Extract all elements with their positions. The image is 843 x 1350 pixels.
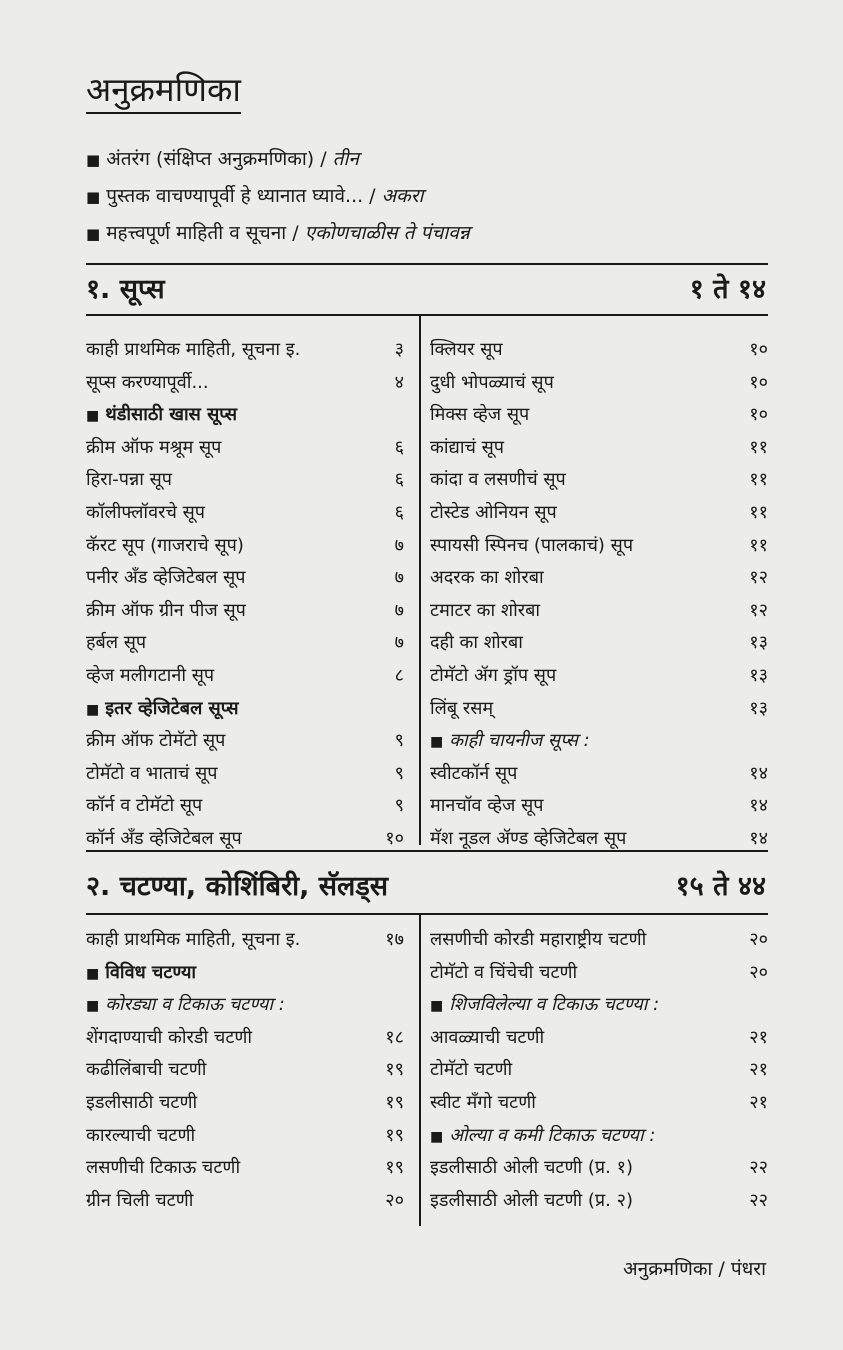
toc-entry — [86, 1187, 404, 1215]
toc-entry-page: १४ — [749, 795, 768, 817]
intro-page: तीन — [332, 148, 359, 170]
toc-entry — [430, 1024, 768, 1052]
toc-entry-title — [430, 926, 646, 954]
square-bullet-icon: ■ — [86, 965, 100, 982]
toc-entry-page: ११ — [749, 436, 768, 458]
toc-entry-title — [86, 434, 221, 462]
toc-entry-title — [86, 1154, 240, 1182]
section-1-right-column — [430, 336, 768, 849]
toc-entry-page: १९ — [385, 1092, 404, 1113]
intro-page: अकरा — [381, 185, 424, 207]
toc-entry-title — [86, 401, 237, 430]
toc-entry-title — [430, 434, 504, 462]
toc-entry-title — [430, 1154, 633, 1182]
toc-entry — [86, 1024, 404, 1052]
toc-entry-title — [86, 991, 285, 1020]
toc-entry-text: क्लियर सूप — [430, 339, 503, 360]
toc-entry-page: ११ — [749, 502, 768, 523]
toc-entry — [86, 1154, 404, 1182]
square-bullet-icon: ■ — [430, 734, 444, 751]
toc-entry-title — [86, 499, 205, 527]
toc-entry-text: स्वीट मँगो चटणी — [430, 1092, 536, 1113]
toc-entry-text: आवळ्याची चटणी — [430, 1026, 545, 1048]
toc-entry — [430, 1089, 768, 1117]
toc-entry-text: स्वीटकॉर्न सूप — [430, 762, 518, 784]
toc-entry-page: १० — [749, 371, 768, 393]
toc-entry-text: पनीर अँड व्हेजिटेबल सूप — [86, 567, 246, 589]
toc-entry-title — [430, 1024, 544, 1052]
toc-entry-title — [430, 792, 543, 820]
toc-entry — [430, 959, 768, 987]
toc-entry-text: टोमॅटो व भाताचं सूप — [86, 762, 218, 784]
toc-entry — [86, 825, 404, 853]
toc-entry — [86, 629, 404, 657]
toc-entry-title — [430, 1122, 655, 1151]
toc-entry-text: मानचॉव व्हेज सूप — [430, 795, 544, 817]
toc-entry-title — [86, 695, 239, 724]
toc-entry — [86, 662, 404, 690]
toc-entry — [86, 1089, 404, 1117]
toc-entry-page: ६ — [394, 436, 404, 458]
toc-entry-title — [86, 629, 146, 657]
toc-entry — [430, 499, 768, 527]
toc-entry-title — [86, 760, 217, 788]
toc-entry — [430, 597, 768, 625]
intro-label: महत्त्वपूर्ण माहिती व सूचना / — [106, 222, 299, 244]
toc-entry-page: ९ — [394, 730, 404, 752]
toc-entry — [430, 629, 768, 657]
toc-entry-page: १३ — [749, 697, 768, 719]
toc-entry-text: काही प्राथमिक माहिती, सूचना इ. — [86, 339, 301, 360]
toc-subheading — [86, 695, 404, 723]
toc-entry-title — [86, 564, 246, 592]
toc-entry-text: ओल्या व कमी टिकाऊ चटण्या : — [449, 1124, 656, 1146]
square-bullet-icon: ■ — [86, 701, 100, 718]
intro-line-2 — [86, 183, 766, 210]
toc-entry-title — [430, 662, 556, 690]
toc-entry — [86, 466, 404, 494]
toc-entry-title — [430, 401, 529, 429]
square-bullet-icon: ■ — [86, 225, 101, 243]
toc-entry-page: १९ — [385, 1124, 404, 1146]
section-title-2: २. चटण्या, कोशिंबिरी, सॅलड्स — [86, 871, 389, 902]
toc-entry-text: क्रीम ऑफ मश्रूम सूप — [86, 436, 222, 458]
toc-entry-title — [430, 1089, 536, 1117]
toc-entry — [430, 532, 768, 560]
toc-entry-text: मिक्स व्हेज सूप — [430, 404, 530, 426]
toc-entry-text: लिंबू रसम् — [430, 697, 494, 719]
toc-entry-text: लसणीची टिकाऊ चटणी — [86, 1157, 241, 1179]
toc-entry-text: हिरा-पन्ना सूप — [86, 469, 172, 491]
toc-entry-title — [430, 825, 626, 853]
toc-entry-text: थंडीसाठी खास सूप्स — [105, 404, 238, 426]
toc-entry-page: २१ — [749, 1059, 768, 1081]
toc-entry-page: १० — [749, 339, 768, 360]
toc-entry-text: ग्रीन चिली चटणी — [86, 1189, 194, 1211]
toc-entry-text: इतर व्हेजिटेबल सूप्स — [105, 697, 239, 719]
toc-entry-page: २० — [749, 929, 768, 950]
square-bullet-icon: ■ — [86, 188, 101, 206]
toc-entry-text: काही चायनीज सूप्स : — [449, 730, 590, 752]
toc-subheading — [86, 401, 404, 429]
toc-entry-title — [86, 532, 244, 560]
page-heading: अनुक्रमणिका — [86, 70, 241, 114]
toc-entry-title — [430, 499, 557, 527]
toc-entry-title — [86, 662, 214, 690]
toc-entry — [86, 564, 404, 592]
square-bullet-icon: ■ — [430, 998, 444, 1015]
toc-entry-title — [430, 466, 566, 494]
toc-entry-page: २० — [749, 961, 768, 983]
toc-entry — [430, 369, 768, 397]
toc-entry-title — [86, 727, 225, 755]
toc-entry-title — [86, 825, 242, 853]
toc-entry-title — [86, 1089, 197, 1117]
toc-entry-text: क्रीम ऑफ ग्रीन पीज सूप — [86, 599, 246, 621]
toc-entry-page: १३ — [749, 632, 768, 654]
toc-entry-page: १४ — [749, 828, 768, 849]
toc-entry — [430, 1187, 768, 1215]
toc-entry-text: काही प्राथमिक माहिती, सूचना इ. — [86, 929, 301, 950]
toc-entry-text: टोमॅटो व चिंचेची चटणी — [430, 961, 578, 983]
toc-entry-page: १८ — [385, 1026, 404, 1048]
intro-line-3 — [86, 220, 766, 247]
toc-entry-page: १० — [749, 404, 768, 426]
toc-entry-page: ८ — [394, 665, 404, 686]
toc-entry-title — [430, 1187, 633, 1215]
toc-entry-title — [430, 564, 544, 592]
square-bullet-icon: ■ — [86, 998, 100, 1015]
toc-entry-text: टोस्टेड ओनियन सूप — [430, 502, 557, 523]
toc-entry-title — [86, 1122, 195, 1150]
toc-entry-page: ६ — [394, 469, 404, 491]
toc-subheading — [430, 1122, 768, 1150]
toc-entry-text: इडलीसाठी ओली चटणी (प्र. २) — [430, 1189, 633, 1211]
toc-entry-title — [430, 629, 523, 657]
toc-entry-text: कॉलीफ्लॉवरचे सूप — [86, 502, 205, 523]
square-bullet-icon: ■ — [430, 1128, 444, 1145]
toc-entry-title — [430, 760, 517, 788]
toc-entry-title — [86, 597, 246, 625]
toc-entry-page: १७ — [385, 929, 404, 950]
toc-entry — [430, 466, 768, 494]
toc-entry — [430, 825, 768, 853]
toc-entry-text: कॉर्न अँड व्हेजिटेबल सूप — [86, 828, 242, 849]
toc-entry-page: ११ — [749, 469, 768, 491]
toc-entry-page: २० — [385, 1189, 404, 1211]
toc-entry — [430, 760, 768, 788]
toc-entry-page: १९ — [385, 1157, 404, 1179]
toc-entry-text: कांद्याचं सूप — [430, 436, 505, 458]
square-bullet-icon: ■ — [86, 408, 100, 425]
toc-subheading — [86, 959, 404, 987]
toc-entry-page: १२ — [749, 599, 768, 621]
toc-entry-page: ६ — [394, 502, 404, 523]
toc-entry-title — [430, 959, 577, 987]
toc-entry — [430, 662, 768, 690]
toc-entry — [430, 695, 768, 723]
toc-entry — [86, 1056, 404, 1084]
toc-entry-title — [86, 1024, 252, 1052]
toc-entry-text: टमाटर का शोरबा — [430, 599, 541, 621]
toc-entry — [86, 760, 404, 788]
page-footer: अनुक्रमणिका / पंधरा — [623, 1258, 766, 1280]
toc-entry-text: लसणीची कोरडी महाराष्ट्रीय चटणी — [430, 929, 647, 950]
toc-entry-text: व्हेज मलीगटानी सूप — [86, 665, 215, 686]
toc-entry-text: हर्बल सूप — [86, 632, 147, 654]
toc-entry-page: १३ — [749, 665, 768, 686]
toc-entry-title — [430, 597, 540, 625]
toc-entry-text: शेंगदाण्याची कोरडी चटणी — [86, 1026, 253, 1048]
toc-entry-page: २२ — [749, 1189, 768, 1211]
toc-entry-page: १२ — [749, 567, 768, 589]
toc-entry — [430, 792, 768, 820]
toc-entry-title — [86, 336, 300, 364]
toc-entry-text: सूप्स करण्यापूर्वी... — [86, 371, 209, 393]
toc-entry-text: कारल्याची चटणी — [86, 1124, 196, 1146]
toc-entry — [86, 792, 404, 820]
toc-entry-text: मॅश नूडल ॲण्ड व्हेजिटेबल सूप — [430, 828, 627, 849]
toc-entry — [430, 434, 768, 462]
toc-entry — [86, 499, 404, 527]
intro-label: पुस्तक वाचण्यापूर्वी हे ध्यानात घ्यावे... / — [106, 185, 376, 207]
toc-entry-title — [430, 991, 659, 1020]
toc-entry-text: इडलीसाठी ओली चटणी (प्र. १) — [430, 1157, 633, 1179]
toc-entry-page: ७ — [394, 567, 404, 589]
toc-entry — [86, 597, 404, 625]
toc-entry — [86, 727, 404, 755]
toc-entry — [86, 369, 404, 397]
toc-entry-page: ७ — [394, 599, 404, 621]
section-rule — [86, 850, 768, 852]
section-range-2: १५ ते ४४ — [675, 871, 766, 902]
toc-entry-text: दुधी भोपळ्याचं सूप — [430, 371, 554, 393]
section-range-1: १ ते १४ — [689, 274, 766, 305]
toc-entry-title — [430, 336, 503, 364]
toc-entry-text: इडलीसाठी चटणी — [86, 1092, 198, 1113]
toc-entry-text: क्रीम ऑफ टोमॅटो सूप — [86, 730, 226, 752]
toc-entry — [430, 401, 768, 429]
toc-entry-text: कॅरट सूप (गाजराचे सूप) — [86, 534, 244, 556]
toc-entry-title — [86, 466, 172, 494]
intro-page: एकोणचाळीस ते पंचावन्न — [304, 222, 470, 244]
section-2-left-column — [86, 926, 404, 1226]
section-rule — [86, 314, 768, 316]
toc-entry-text: शिजविलेल्या व टिकाऊ चटण्या : — [449, 994, 660, 1016]
toc-entry-title — [86, 1187, 193, 1215]
section-rule — [86, 263, 768, 265]
toc-entry-title — [86, 369, 209, 397]
toc-entry-title — [86, 926, 300, 954]
column-divider — [419, 315, 421, 845]
toc-entry — [86, 434, 404, 462]
section-1-left-column — [86, 336, 404, 849]
toc-entry — [430, 926, 768, 954]
toc-entry-title — [430, 695, 493, 723]
toc-entry-page: ७ — [394, 534, 404, 556]
toc-entry-page: ९ — [394, 762, 404, 784]
toc-entry-title — [430, 369, 554, 397]
toc-entry-page: १४ — [749, 762, 768, 784]
toc-entry-title — [86, 959, 196, 988]
toc-entry-page: ११ — [749, 534, 768, 556]
toc-entry-page: ४ — [394, 371, 404, 393]
toc-entry — [430, 564, 768, 592]
toc-entry — [430, 336, 768, 364]
toc-entry-title — [86, 792, 202, 820]
section-title-1: १. सूप्स — [86, 274, 165, 305]
toc-entry — [86, 336, 404, 364]
toc-entry — [430, 1154, 768, 1182]
toc-entry — [430, 1056, 768, 1084]
toc-entry — [86, 926, 404, 954]
toc-entry-text: अदरक का शोरबा — [430, 567, 544, 589]
toc-entry-text: टोमॅटो ॲग ड्रॉप सूप — [430, 665, 557, 686]
toc-subheading — [86, 991, 404, 1019]
toc-entry-page: २१ — [749, 1026, 768, 1048]
intro-label: अंतरंग (संक्षिप्त अनुक्रमणिका) / — [106, 148, 327, 170]
intro-line-1 — [86, 146, 766, 173]
toc-subheading — [430, 991, 768, 1019]
toc-entry-text: स्पायसी स्पिनच (पालकाचं) सूप — [430, 534, 634, 556]
square-bullet-icon: ■ — [86, 151, 101, 169]
toc-entry-page: ७ — [394, 632, 404, 654]
toc-entry-text: दही का शोरबा — [430, 632, 523, 654]
toc-entry-title — [430, 1056, 512, 1084]
toc-entry-title — [430, 532, 633, 560]
column-divider — [419, 914, 421, 1226]
toc-subheading — [430, 727, 768, 755]
toc-entry-text: कॉर्न व टोमॅटो सूप — [86, 795, 203, 817]
toc-entry-page: २१ — [749, 1092, 768, 1113]
section-rule — [86, 913, 768, 915]
toc-entry-title — [430, 727, 590, 756]
toc-entry-text: कांदा व लसणीचं सूप — [430, 469, 566, 491]
toc-entry-text: विविध चटण्या — [105, 961, 197, 983]
toc-entry-text: कढीलिंबाची चटणी — [86, 1059, 207, 1081]
toc-entry — [86, 532, 404, 560]
toc-entry — [86, 1122, 404, 1150]
toc-entry-title — [86, 1056, 206, 1084]
toc-entry-text: कोरड्या व टिकाऊ चटण्या : — [105, 994, 285, 1016]
toc-entry-page: ३ — [394, 339, 404, 360]
toc-entry-page: २२ — [749, 1157, 768, 1179]
toc-entry-page: १० — [385, 828, 404, 849]
toc-entry-page: ९ — [394, 795, 404, 817]
section-2-right-column — [430, 926, 768, 1226]
toc-entry-text: टोमॅटो चटणी — [430, 1059, 513, 1081]
toc-entry-page: १९ — [385, 1059, 404, 1081]
